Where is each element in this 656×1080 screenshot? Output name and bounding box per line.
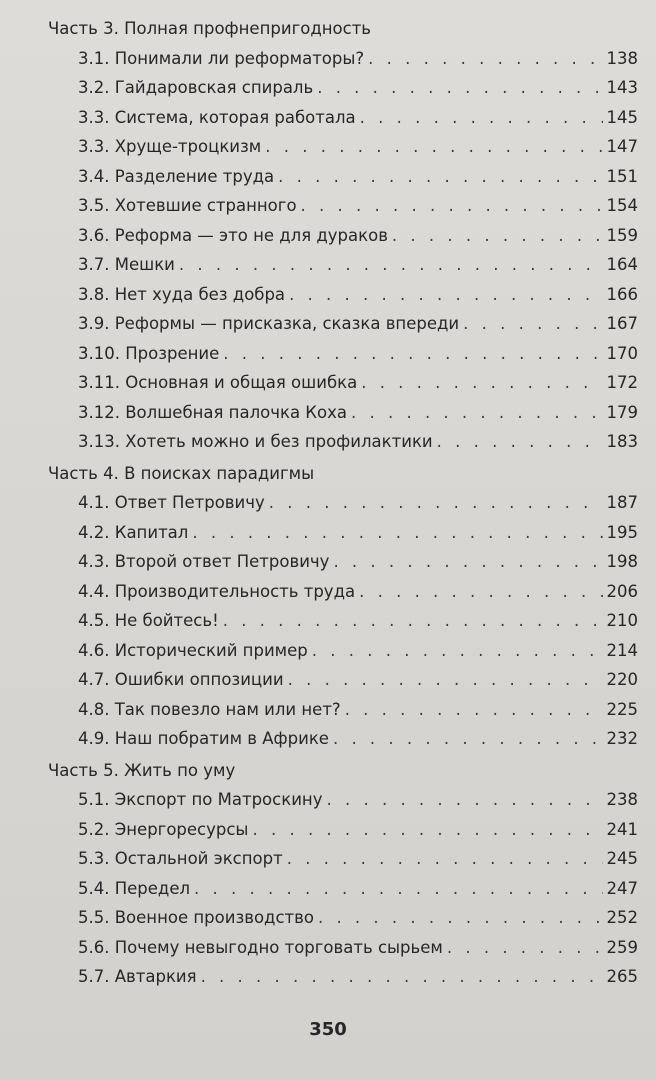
dot-leader [318,903,603,933]
entry-title: 5.5. Военное производство [78,908,314,927]
toc-entry [0,309,656,339]
entry-page-number: 238 [606,790,638,809]
entry-title: 4.9. Наш побратим в Африке [78,729,329,748]
entry-title: 4.1. Ответ Петровичу [78,493,265,512]
dot-leader [345,695,603,725]
entry-page-number: 183 [606,432,638,451]
entry-title: 3.9. Реформы — присказка, сказка впереди [78,314,460,333]
toc-entry [0,162,656,192]
part-heading: Часть 3. Полная профнепригодность [48,19,372,38]
toc-entry [0,73,656,103]
toc-entry [0,398,656,428]
toc-entry [0,903,656,933]
entry-page-number: 265 [606,967,638,986]
entry-page-number: 252 [606,908,638,927]
entry-page-number: 147 [606,137,638,156]
entry-page-number: 151 [606,166,638,186]
entry-page-number: 154 [606,196,638,215]
entry-title: 5.6. Почему невыгодно торговать сырьем [78,937,443,957]
entry-page-number: 198 [606,552,638,571]
page-number: 350 [309,1019,347,1040]
entry-page-number: 170 [606,343,638,363]
dot-leader [312,636,603,666]
entry-title: 4.4. Производительность труда [78,581,356,601]
dot-leader [278,162,602,192]
entry-title: 3.2. Гайдаровская спираль [78,78,314,97]
entry-page-number: 179 [606,402,638,422]
entry-page-number: 159 [606,225,638,245]
dot-leader [265,132,602,162]
entry-page-number: 164 [606,255,638,274]
entry-page-number: 247 [606,878,638,898]
entry-page-number: 187 [606,493,638,512]
dot-leader [437,427,603,457]
dot-leader [447,933,603,963]
toc-entry [0,339,656,369]
toc-entry [0,44,656,74]
toc-entry [0,815,656,845]
entry-title: 3.5. Хотевшие странного [78,196,297,215]
toc-entry [0,933,656,963]
entry-title: 4.5. Не бойтесь! [78,611,219,630]
dot-leader [326,785,602,815]
entry-title: 4.2. Капитал [78,522,189,542]
dot-leader [201,962,603,992]
entry-page-number: 206 [606,581,638,601]
dot-leader [359,577,602,607]
entry-page-number: 166 [606,284,638,304]
entry-page-number: 241 [606,819,638,839]
toc-entry [0,724,656,754]
entry-title: 5.7. Автаркия [78,967,197,986]
dot-leader [360,103,603,133]
entry-title: 3.10. Прозрение [78,343,220,363]
entry-title: 3.4. Разделение труда [78,166,275,186]
entry-page-number: 232 [606,729,638,748]
dot-leader [333,724,603,754]
entry-title: 5.3. Остальной экспорт [78,849,283,868]
toc-entry [0,191,656,221]
toc-entry [0,488,656,518]
dot-leader [223,339,602,369]
toc-entry [0,368,656,398]
toc-entry [0,427,656,457]
entry-title: 4.3. Второй ответ Петровичу [78,552,330,571]
entry-title: 3.12. Волшебная палочка Коха [78,402,347,422]
dot-leader [289,280,602,310]
part-heading: Часть 4. В поисках парадигмы [48,463,315,483]
entry-page-number: 172 [606,373,638,392]
dot-leader [317,73,602,103]
dot-leader [351,398,603,428]
toc-entry [0,221,656,251]
entry-title: 5.1. Экспорт по Матроскину [78,790,323,809]
dot-leader [333,547,602,577]
entry-title: 3.6. Реформа — это не для дураков [78,225,388,245]
toc-entry [0,606,656,636]
entry-page-number: 259 [606,937,638,957]
entry-title: 4.8. Так повезло нам или нет? [78,699,341,719]
entry-page-number: 195 [606,522,638,542]
entry-title: 5.2. Энергоресурсы [78,819,249,839]
entry-title: 3.13. Хотеть можно и без профилактики [78,432,433,451]
entry-title: 3.8. Нет худа без добра [78,284,286,304]
toc-entry [0,280,656,310]
entry-title: 4.7. Ошибки оппозиции [78,670,284,689]
entry-page-number: 225 [606,699,638,719]
dot-leader [269,488,603,518]
entry-title: 3.11. Основная и общая ошибка [78,373,358,392]
dot-leader [361,368,602,398]
dot-leader [194,874,602,904]
toc-entry [0,695,656,725]
toc-entry [0,250,656,280]
entry-title: 3.3. Хруще-троцкизм [78,137,262,156]
toc-entry [0,844,656,874]
entry-page-number: 220 [606,670,638,689]
dot-leader [179,250,603,280]
toc-entry [0,962,656,992]
table-of-contents [0,14,656,992]
entry-page-number: 138 [606,48,638,68]
toc-entry [0,874,656,904]
entry-page-number: 143 [606,78,638,97]
dot-leader [301,191,603,221]
entry-title: 3.3. Система, которая работала [78,107,356,127]
dot-leader [368,44,602,74]
toc-entry [0,103,656,133]
part-heading: Часть 5. Жить по уму [48,760,236,780]
dot-leader [287,844,603,874]
entry-page-number: 245 [606,849,638,868]
entry-title: 3.1. Понимали ли реформаторы? [78,48,365,68]
entry-page-number: 145 [606,107,638,127]
entry-page-number: 210 [606,611,638,630]
toc-entry [0,636,656,666]
toc-entry [0,132,656,162]
dot-leader [252,815,602,845]
dot-leader [392,221,603,251]
toc-entry [0,577,656,607]
entry-title: 5.4. Передел [78,878,191,898]
dot-leader [192,518,602,548]
toc-entry [0,785,656,815]
entry-page-number: 214 [606,640,638,660]
toc-entry [0,547,656,577]
toc-entry [0,518,656,548]
entry-page-number: 167 [606,314,638,333]
dot-leader [463,309,602,339]
entry-title: 3.7. Мешки [78,255,175,274]
dot-leader [223,606,603,636]
dot-leader [288,665,603,695]
toc-entry [0,665,656,695]
entry-title: 4.6. Исторический пример [78,640,308,660]
